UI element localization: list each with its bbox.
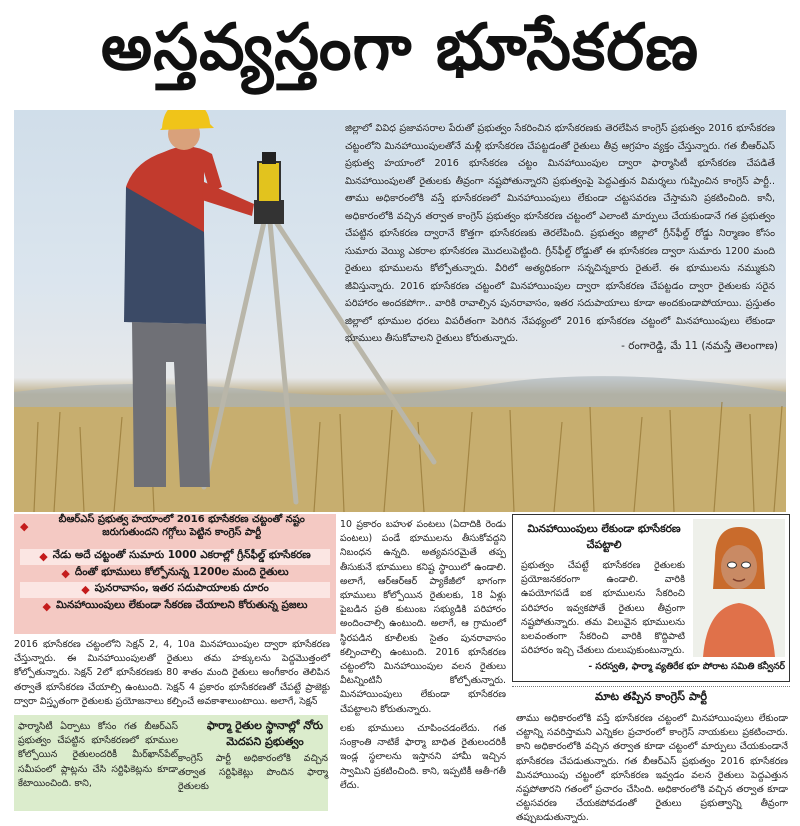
headline: అస్తవ్యస్తంగా భూసేకరణ (0, 0, 800, 110)
quote-title: మినహాయింపులు లేకుండా భూసేకరణ చేపట్టాలి (527, 523, 681, 551)
highlight-text: బీఆర్ఎస్ ప్రభుత్వ హయాంలో 2016 భూసేకరణ చట్టంతో నష్టం జరుగుతుందని గగ్గోలు పెట్టిన కాంగ్రెస్ పార్టీ (58, 514, 305, 539)
pharma-sidebar-heading: ఫార్మా రైతుల స్థానాల్లో నోరు మెదపని ప్రభుత్వం (206, 719, 324, 748)
portrait-photo (693, 519, 785, 657)
highlight-text: మినహాయింపులు లేకుండా సేకరణ చేయాలని కోరుతున్న ప్రజలు (56, 598, 308, 611)
quote-box (512, 514, 790, 682)
highlight-item (20, 514, 330, 539)
article-column-2: 10 ప్రకారం బహుళ పంటలు (ఏదాదికి రెండు పంటలు) పండే భూములను తీసుకోవద్దని నిబంధన ఉన్నది. అత్యవసరమైతే తప్ప తీసుకునే భూములు కనిష్ట స్థాయిలో ఉండాలి. అలాగే, ఆర్ఆర్‌ఆర్ ప్యాకేజీలో భాగంగా భూములు కోల్పోయిన రైతులకు, 18 ఏళ్లు పైబడిన ప్రతి కుటుంబ సభ్యుడికి పరిహారం అందించాల్సి ఉంటుంది. అలాగే, ఆ గ్రామంలో స్థిరపడిన కూలీలకు సైతం పునరావాసం కల్పించాల్సి ఉంటుంది. 2016 భూసేకరణ చట్టంలోని మినహాయింపుల వలన రైతులు వీటన్నింటినీ కోల్పోతున్నారు. మినహాయింపులు లేకుండా భూసేకరణ చేపట్టాలని కోరుతున్నారు. (340, 519, 506, 715)
bullet-icon: ◆ (39, 550, 48, 564)
pharma-sidebar-text: ఫార్మాసిటీ ఏర్పాటు కోసం గత బీఆర్ఎస్ ప్రభుత్వం చేపట్టిన భూసేకరణలో భూముల కోల్పోయిన రైతులందరికీ మీర్‌ఖాన్‌పేట్ సమీపంలో ప్లాట్లను చేసి సర్టిఫికెట్లను కూడా కేటాయించింది. కాని, (18, 721, 178, 789)
highlight-item (20, 582, 330, 599)
highlight-item (20, 565, 330, 582)
dateline: - రంగారెడ్డి, మే 11 (నమస్తే తెలంగాణ) (621, 340, 778, 352)
pharma-sidebar-text-2: కాంగ్రెస్ పార్టీ అధికారంలోకి వచ్చిన తర్వాత సర్టిఫికెట్లు పొందిన ఫార్మా రైతులకు (178, 753, 328, 793)
quote-text: ప్రభుత్వం చేపట్టే భూసేకరణ రైతులకు ప్రయోజనకరంగా ఉండాలి. వారికి ఉపయోగపడే ఐక భూములను సేకరించి పరిహారం ఇవ్వకపోతే రైతులు తీవ్రంగా నష్టపోతున్నారు. తమ విలువైన భూములను బలవంతంగా సేకరించి వారికి కొద్దిపాటి పరిహారం ఇచ్చి చేతులు దులుపుకుంటున్నారు. (521, 560, 685, 657)
highlight-text: దీంతో భూములు కోల్పోనున్న 1200ల మంది రైతులు (74, 565, 289, 578)
highlights-box (14, 514, 336, 634)
highlight-item (20, 598, 330, 615)
highlight-text: పునరావాసం, ఇతర సదుపాయాలకు దూరం (94, 582, 269, 595)
highlight-text: నేడు అదే చట్టంతో సుమారు 1000 ఎకరాల్లో గ్రీన్‌ఫీల్డ్ భూసేకరణ (52, 549, 311, 562)
article-column-2-continued: లకు భూములు చూపించడంలేదు. గత సంక్రాంతి నాటికే ఫార్మా బాధిత రైతులందరికీ ఇండ్ల స్థలాలను ఇస్తానని హామీ ఇచ్చిన స్వామిని ప్రకటించింది. కాని, ఇప్పటికీ ఆతీ-గతీ లేదు. (340, 723, 506, 791)
bullet-icon: ◆ (42, 599, 52, 613)
bullet-icon: ◆ (20, 519, 29, 533)
congress-section-heading: మాట తప్పిన కాంగ్రెస్ పార్టీ (594, 690, 708, 703)
bullet-icon: ◆ (61, 566, 70, 580)
congress-section-text: తాము అధికారంలోకి వస్తే భూసేకరణ చట్టంలో మినహాయింపులు లేకుండా చట్టాన్ని సవరిస్తామని ఎన్నికల ప్రచారంలో కాంగ్రెస్ నాయకులు ప్రకటించారు. కాని అధికారంలోకి వచ్చిన తర్వాత కూడా చట్టంలో మార్పులు చేయకుండానే భూసేకరణ చేపడుతున్నారు. గత బీఆర్ఎస్ ప్రభుత్వం 2016 భూసేకరణ మినహాయింపు చట్టంలో భూసేకరణ ఇవ్వడం వలన రైతులు పెద్దఎత్తున నష్టపోతారని గతంలో ప్రచారం చేసింది. అధికారంలోకి వచ్చిన తర్వాత కూడా చట్టసవరణ చేయకపోవడంతో రైతులు ప్రభుత్వాన్ని తీవ్రంగా తప్పుబడుతున్నారు. (516, 713, 788, 824)
quote-credit: - సరస్వతి, ఫార్మా వ్యతిరేక భూ పోరాట సమితి కన్వీనర్ (588, 661, 785, 672)
lead-story-body: జిల్లాలో వివిధ ప్రజావసరాల పేరుతో ప్రభుత్వం సేకరించిన భూసేకరణకు తెరలేపిన కాంగ్రెస్ ప్రభుత్వం 2016 భూసేకరణ చట్టంలోని మినహాయింపులతోనే మళ్లీ భూసేకరణ చేపట్టడంతో రైతులు తీవ్ర ఆగ్రహం వ్యక్తం చేస్తున్నారు. గత బీఆర్ఎస్ ప్రభుత్వ హయాంలో 2016 భూసేకరణ చట్టం మినహాయింపుల ద్వారా ఫార్మాసిటీ భూసేకరణ చేపడితే మినహాయింపులతో రైతులకు తీవ్రంగా నష్టపోతున్నారని ప్రభుత్వంపై పెద్దఎత్తున విమర్శలు గుప్పించిన కాంగ్రెస్ పార్టీ.. తాము అధికారంలోకి వస్తే భూసేకరణలో మినహాయింపులు లేకుండా చట్టసవరణ చేస్తామని ప్రకటించింది. కానీ, అధికారంలోకి వచ్చిన తర్వాత కాంగ్రెస్ ప్రభుత్వం భూసేకరణ చట్టంలో ఎలాంటి మార్పులు చేయకుండానే గత ప్రభుత్వం చేపట్టిన భూసేకరణ ద్వారానే కొత్తగా భూసేకరణకు తెరలేపింది. ప్రభుత్వం జిల్లాలో గ్రీన్‌ఫీల్డ్ రోడ్డు నిర్మాణం కోసం సుమారు వెయ్యి ఎకరాల భూసేకరణ మొదలుపెట్టింది. గ్రీన్‌ఫీల్డ్ రోడ్డుతో ఈ భూసేకరణ ద్వారా సుమారు 1200 మంది రైతులు భూములను కోల్పోతున్నారు. వీరిలో అత్యధికంగా సన్నచిన్నకారు రైతులే. ఈ భూములను నమ్ముకుని జీవిస్తున్నారు. 2016 భూసేకరణ చట్టంలో మినహాయింపుల ద్వారా భూసేకరణ చేపట్టడం ద్వారా రైతులకు సరైన పరిహారం అందకపోగా.. వారికి రావాల్సిన పునరావాసం, ఇతర సదుపాయాలు కూడా అందకుండాపోయాయి. ప్రస్తుతం జిల్లాలో భూముల ధరలు విపరీతంగా పెరిగిన నేపథ్యంలో 2016 భూసేకరణ చట్టంలో మినహాయింపులు లేకుండా భూములు తీసుకోవాలని రైతులు కోరుతున్నారు. (345, 123, 775, 344)
article-column-1: 2016 భూసేకరణ చట్టంలోని సెక్షన్ 2, 4, 10a మినహాయింపుల ద్వారా భూసేకరణ చేస్తున్నారు. ఈ మినహాయింపులతో రైతులు తమ హక్కులను పెద్దమొత్తంలో కోల్పోతున్నారు. సెక్షన్ 2లో భూసేకరణకు 80 శాతం మంది రైతులు అంగీకారం తెలిపిన తర్వాతే భూసేకరణ చేయాల్సి ఉంటుంది. సెక్షన్ 4 ప్రకారం భూసేకరణతో చేపట్టే ప్రాజెక్టు ద్వారా విస్తృతంగా రైతులకు ప్రయోజనాలు కల్పించే అవకాశాలుంటాయి. అలాగే, సెక్షన్ (14, 639, 330, 707)
bullet-icon: ◆ (81, 583, 90, 597)
highlight-item (20, 549, 330, 566)
section-divider (512, 686, 790, 687)
